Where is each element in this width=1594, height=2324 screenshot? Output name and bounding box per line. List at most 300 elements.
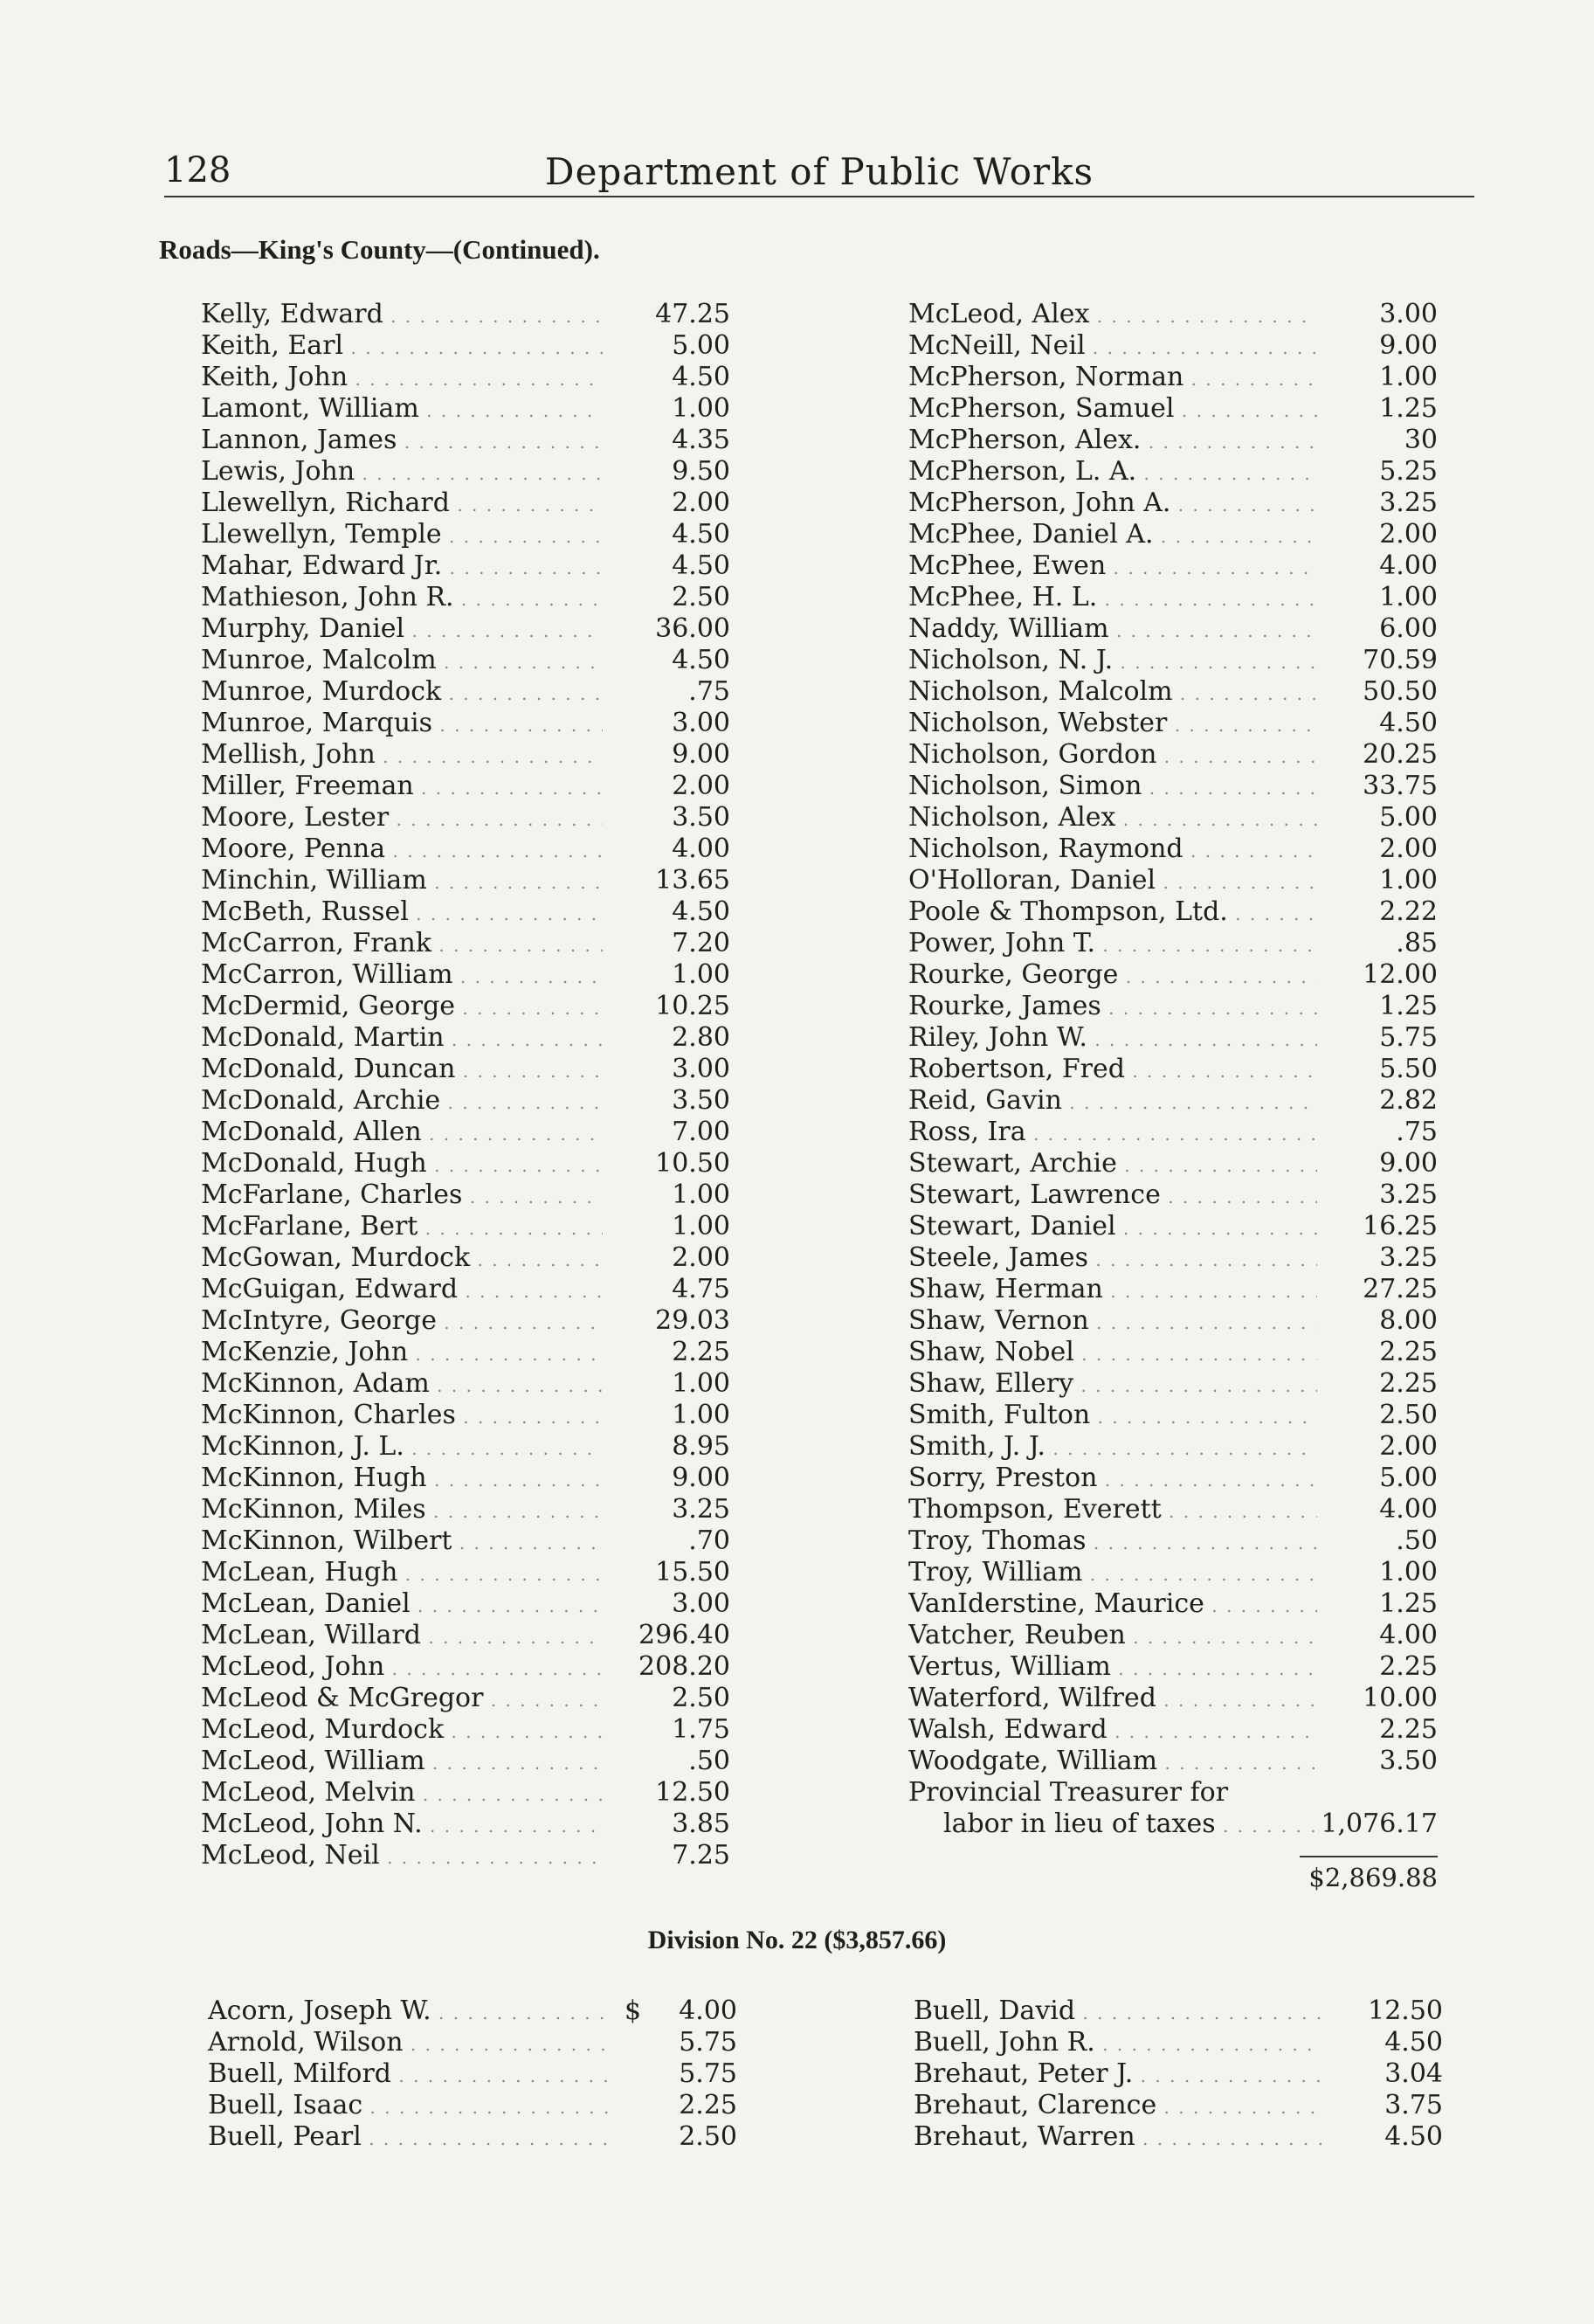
page-number: 128 <box>164 150 231 190</box>
entry-name: McGowan, Murdock . . . <box>201 1242 603 1276</box>
entry-name: Rourke, George . . . <box>908 959 1317 993</box>
entry-amount: 2.00 <box>1379 833 1438 864</box>
entry-amount: 2.50 <box>679 2121 737 2152</box>
list-item <box>908 613 1438 645</box>
entry-amount: 9.00 <box>1379 330 1438 361</box>
list-item <box>914 2058 1443 2090</box>
entry-amount: 1.00 <box>1379 582 1438 612</box>
list-item <box>201 1022 730 1054</box>
list-item <box>201 1588 730 1620</box>
entry-amount: 2.00 <box>1379 519 1438 550</box>
entry-name: Lannon, James . . . <box>201 425 603 458</box>
list-item <box>201 330 730 362</box>
entry-amount: 5.75 <box>679 2058 737 2089</box>
entry-amount: 4.50 <box>672 645 730 675</box>
entry-amount: 12.50 <box>1368 1995 1443 2026</box>
list-item <box>908 991 1438 1022</box>
list-item <box>208 2121 737 2153</box>
entry-amount: 30 <box>1404 425 1438 455</box>
entry-amount: .70 <box>688 1525 730 1556</box>
entry-name: McLean, Daniel . . . <box>201 1588 603 1622</box>
entry-name: Troy, Thomas . . . <box>908 1525 1317 1559</box>
entry-amount: 9.00 <box>672 1463 730 1493</box>
entry-amount: 8.00 <box>1379 1305 1438 1336</box>
list-item <box>201 1494 730 1525</box>
entry-name: McDonald, Martin . . . <box>201 1022 603 1055</box>
list-item <box>208 2058 737 2090</box>
entry-amount: 4.75 <box>672 1274 730 1304</box>
entry-amount: 2.00 <box>1379 1431 1438 1462</box>
list-item <box>908 1714 1438 1746</box>
entry-name: Riley, John W. . . . <box>908 1022 1317 1055</box>
list-item <box>908 1777 1438 1809</box>
entry-amount: 10.25 <box>655 991 730 1021</box>
entry-amount: 3.25 <box>1379 1242 1438 1273</box>
entry-amount: 2.22 <box>1379 896 1438 927</box>
list-item <box>201 896 730 928</box>
entry-name: McLeod, William . . . <box>201 1746 603 1779</box>
entry-name: Nicholson, Webster . . . <box>908 708 1317 741</box>
entry-amount: 9.00 <box>672 739 730 770</box>
entry-amount: 1.00 <box>672 1179 730 1210</box>
list-item <box>908 1148 1438 1179</box>
entry-amount: 2.82 <box>1379 1085 1438 1116</box>
entry-amount: 4.50 <box>672 550 730 581</box>
entry-amount: 2.00 <box>672 488 730 518</box>
list-item <box>201 1557 730 1588</box>
entry-name: Steele, James . . . <box>908 1242 1317 1276</box>
entry-amount: 2.25 <box>672 1337 730 1367</box>
entry-amount: 1.00 <box>1379 362 1438 392</box>
list-item <box>908 425 1438 456</box>
entry-amount: 16.25 <box>1363 1211 1438 1242</box>
entry-name: Murphy, Daniel . . . <box>201 613 603 647</box>
list-item <box>201 739 730 771</box>
list-item <box>201 456 730 488</box>
list-item <box>201 1148 730 1179</box>
list-item <box>908 488 1438 519</box>
entry-name: McGuigan, Edward . . . <box>201 1274 603 1307</box>
list-item <box>908 1746 1438 1777</box>
page-header <box>164 150 1474 197</box>
entry-amount: 4.50 <box>672 896 730 927</box>
entry-amount: 8.95 <box>672 1431 730 1462</box>
entry-amount: 50.50 <box>1363 676 1438 707</box>
list-item <box>201 1274 730 1305</box>
list-item <box>201 1211 730 1242</box>
list-item <box>908 896 1438 928</box>
entry-name: Keith, John . . . <box>201 362 603 395</box>
division-title: Division No. 22 ($3,857.66) <box>647 1926 947 1954</box>
entry-amount: 3.50 <box>672 802 730 833</box>
entry-name: O'Holloran, Daniel . . . <box>908 865 1317 898</box>
entry-name: Reid, Gavin . . . <box>908 1085 1317 1118</box>
entry-name: Sorry, Preston . . . <box>908 1463 1317 1496</box>
entry-amount: 1.75 <box>672 1714 730 1745</box>
list-item <box>914 2090 1443 2121</box>
list-item <box>908 1463 1438 1494</box>
list-item <box>908 928 1438 959</box>
entry-name: Smith, J. J. . . . <box>908 1431 1317 1464</box>
list-item <box>914 1995 1443 2027</box>
entry-name: Nicholson, N. J. . . . <box>908 645 1317 678</box>
list-item <box>201 613 730 645</box>
list-item <box>908 1242 1438 1274</box>
entry-amount: 3.25 <box>672 1494 730 1525</box>
list-item <box>908 959 1438 991</box>
entry-name: Shaw, Herman . . . <box>908 1274 1317 1307</box>
entry-name: Walsh, Edward . . . <box>908 1714 1317 1747</box>
list-item <box>908 1179 1438 1211</box>
list-item <box>201 488 730 519</box>
entry-amount: 7.25 <box>672 1840 730 1871</box>
list-item <box>201 393 730 425</box>
entry-name: McLeod, Neil . . . <box>201 1840 603 1873</box>
entry-name: McKinnon, Adam . . . <box>201 1368 603 1401</box>
division-right-list <box>914 1995 1443 2153</box>
entry-name: Munroe, Marquis . . . <box>201 708 603 741</box>
list-item <box>914 2027 1443 2058</box>
entry-amount: 2.00 <box>672 771 730 801</box>
entry-name: Llewellyn, Temple . . . <box>201 519 603 552</box>
entry-amount: 2.25 <box>1379 1651 1438 1682</box>
entry-amount: .50 <box>1396 1525 1438 1556</box>
entry-name: Brehaut, Clarence . . . <box>914 2090 1322 2123</box>
list-item <box>201 1777 730 1809</box>
entry-name: Mahar, Edward Jr. . . . <box>201 550 603 584</box>
entry-name: Thompson, Everett . . . <box>908 1494 1317 1527</box>
entry-name: Stewart, Archie . . . <box>908 1148 1317 1181</box>
left-column-list <box>201 299 730 1871</box>
entry-amount: 29.03 <box>655 1305 730 1336</box>
list-item <box>908 676 1438 708</box>
list-item <box>908 362 1438 393</box>
list-item <box>201 1305 730 1337</box>
list-item <box>201 1085 730 1117</box>
list-item <box>201 362 730 393</box>
list-item <box>908 1305 1438 1337</box>
entry-amount: 1.00 <box>1379 1557 1438 1587</box>
entry-amount: 3.50 <box>1379 1746 1438 1776</box>
list-item <box>201 959 730 991</box>
list-item <box>908 833 1438 865</box>
list-item <box>201 833 730 865</box>
entry-amount: 5.25 <box>1379 456 1438 487</box>
list-item <box>908 393 1438 425</box>
entry-name: McCarron, Frank . . . <box>201 928 603 961</box>
entry-amount: 2.00 <box>672 1242 730 1273</box>
list-item <box>908 1274 1438 1305</box>
entry-amount: 5.00 <box>1379 802 1438 833</box>
list-item <box>201 1651 730 1683</box>
list-item <box>201 550 730 582</box>
entry-name: McKinnon, Charles . . . <box>201 1400 603 1433</box>
list-item <box>914 2121 1443 2153</box>
entry-name: Troy, William . . . <box>908 1557 1317 1590</box>
entry-name: Nicholson, Malcolm . . . <box>908 676 1317 709</box>
entry-amount: 4.00 <box>672 833 730 864</box>
entry-name: Nicholson, Raymond . . . <box>908 833 1317 867</box>
list-item <box>201 1400 730 1431</box>
entry-amount: 1,076.17 <box>1321 1809 1438 1839</box>
entry-amount: 1.25 <box>1379 393 1438 424</box>
entry-amount: 2.25 <box>1379 1368 1438 1399</box>
entry-amount: .85 <box>1396 928 1438 958</box>
entry-amount: 5.50 <box>1379 1054 1438 1084</box>
entry-name: Stewart, Lawrence . . . <box>908 1179 1317 1213</box>
list-item <box>908 1525 1438 1557</box>
list-item <box>201 1431 730 1463</box>
entry-name: Moore, Penna . . . <box>201 833 603 867</box>
list-item <box>201 1117 730 1148</box>
entry-amount: 4.50 <box>672 362 730 392</box>
entry-name: McLean, Hugh . . . <box>201 1557 603 1590</box>
entry-amount: 2.25 <box>1379 1337 1438 1367</box>
entry-amount: 1.25 <box>1379 991 1438 1021</box>
list-item <box>908 456 1438 488</box>
entry-name: McPherson, L. A. . . . <box>908 456 1317 489</box>
entry-amount: .50 <box>688 1746 730 1776</box>
entry-amount: 2.50 <box>1379 1400 1438 1430</box>
division-left-list <box>208 1995 737 2153</box>
list-item <box>201 708 730 739</box>
entry-name: Llewellyn, Richard . . . <box>201 488 603 521</box>
section-title: Roads—King's County—(Continued). <box>159 234 600 265</box>
dollar-sign: $ <box>624 1995 642 2026</box>
list-item <box>201 1840 730 1871</box>
list-item <box>208 1995 737 2027</box>
entry-name: Brehaut, Warren . . . <box>914 2121 1322 2155</box>
list-item <box>201 991 730 1022</box>
entry-amount: 2.25 <box>679 2090 737 2120</box>
entry-amount: 2.50 <box>672 582 730 612</box>
entry-name: labor in lieu of taxes . . . <box>908 1809 1352 1842</box>
entry-amount: 7.20 <box>672 928 730 958</box>
entry-name: McKinnon, Miles . . . <box>201 1494 603 1527</box>
entry-amount: 1.00 <box>672 1400 730 1430</box>
entry-amount: 3.00 <box>672 1054 730 1084</box>
list-item <box>908 519 1438 550</box>
page-title: Department of Public Works <box>544 150 1094 193</box>
entry-name: Vatcher, Reuben . . . <box>908 1620 1317 1653</box>
entry-amount: 4.50 <box>1384 2121 1443 2152</box>
entry-name: Provincial Treasurer for <box>908 1777 1229 1808</box>
entry-name: McDonald, Hugh . . . <box>201 1148 603 1181</box>
entry-amount: 2.25 <box>1379 1714 1438 1745</box>
list-item <box>908 1054 1438 1085</box>
entry-name: McDonald, Duncan . . . <box>201 1054 603 1087</box>
list-item <box>201 519 730 550</box>
entry-name: Mathieson, John R. . . . <box>201 582 603 615</box>
entry-amount: 33.75 <box>1363 771 1438 801</box>
list-item <box>201 1714 730 1746</box>
entry-name: Naddy, William . . . <box>908 613 1317 647</box>
entry-name: Keith, Earl . . . <box>201 330 603 363</box>
list-item <box>201 1179 730 1211</box>
entry-amount: .75 <box>688 676 730 707</box>
list-item <box>201 1809 730 1840</box>
entry-name: McKinnon, Hugh . . . <box>201 1463 603 1496</box>
entry-amount: 4.50 <box>1379 708 1438 738</box>
entry-amount: 208.20 <box>638 1651 730 1682</box>
entry-name: McLeod, Murdock . . . <box>201 1714 603 1747</box>
list-item <box>908 708 1438 739</box>
entry-name: McLeod, John . . . <box>201 1651 603 1684</box>
entry-name: Miller, Freeman . . . <box>201 771 603 804</box>
entry-name: McLeod, John N. . . . <box>201 1809 603 1842</box>
entry-name: Buell, Isaac . . . <box>208 2090 610 2123</box>
list-item <box>201 645 730 676</box>
entry-name: Munroe, Malcolm . . . <box>201 645 603 678</box>
entry-amount: 5.75 <box>1379 1022 1438 1053</box>
list-item <box>201 1337 730 1368</box>
entry-amount: 1.00 <box>1379 865 1438 896</box>
entry-amount: 3.00 <box>672 708 730 738</box>
list-item <box>201 425 730 456</box>
entry-name: Power, John T. . . . <box>908 928 1317 961</box>
entry-amount: 2.50 <box>672 1683 730 1713</box>
entry-name: Buell, David . . . <box>914 1995 1322 2029</box>
entry-amount: 4.50 <box>1384 2027 1443 2058</box>
entry-name: Buell, Pearl . . . <box>208 2121 610 2155</box>
list-item <box>908 299 1438 330</box>
entry-name: McKinnon, J. L. . . . <box>201 1431 603 1464</box>
entry-name: McBeth, Russel . . . <box>201 896 603 930</box>
entry-name: Acorn, Joseph W. . . . <box>208 1995 610 2029</box>
entry-amount: 4.00 <box>1379 1620 1438 1650</box>
entry-name: Mellish, John . . . <box>201 739 603 772</box>
entry-name: McFarlane, Charles . . . <box>201 1179 603 1213</box>
list-item <box>208 2027 737 2058</box>
entry-name: Shaw, Vernon . . . <box>908 1305 1317 1338</box>
entry-name: Moore, Lester . . . <box>201 802 603 835</box>
entry-name: McCarron, William . . . <box>201 959 603 993</box>
entry-amount: 7.00 <box>672 1117 730 1147</box>
list-item <box>908 1557 1438 1588</box>
entry-name: McIntyre, George . . . <box>201 1305 603 1338</box>
entry-name: Shaw, Nobel . . . <box>908 1337 1317 1370</box>
entry-amount: 15.50 <box>655 1557 730 1587</box>
entry-amount: 12.00 <box>1363 959 1438 990</box>
list-item <box>908 1085 1438 1117</box>
list-item <box>201 1746 730 1777</box>
entry-amount: 3.04 <box>1384 2058 1443 2089</box>
entry-amount: 4.35 <box>672 425 730 455</box>
entry-name: McNeill, Neil . . . <box>908 330 1317 363</box>
section-total: $2,869.88 <box>1308 1863 1438 1892</box>
list-item <box>908 1651 1438 1683</box>
entry-name: McPhee, Daniel A. . . . <box>908 519 1317 552</box>
entry-name: Vertus, William . . . <box>908 1651 1317 1684</box>
entry-amount: 3.00 <box>672 1588 730 1619</box>
list-item <box>201 865 730 896</box>
entry-amount: 70.59 <box>1363 645 1438 675</box>
entry-amount: 1.00 <box>672 1368 730 1399</box>
entry-amount: 1.25 <box>1379 1588 1438 1619</box>
entry-name: McKenzie, John . . . <box>201 1337 603 1370</box>
entry-amount: 4.00 <box>679 1995 737 2026</box>
list-item <box>208 2090 737 2121</box>
list-item <box>201 802 730 833</box>
entry-amount: 3.25 <box>1379 488 1438 518</box>
entry-name: McFarlane, Bert . . . <box>201 1211 603 1244</box>
entry-name: McDonald, Archie . . . <box>201 1085 603 1118</box>
entry-name: McPherson, Alex. . . . <box>908 425 1317 458</box>
entry-amount: 1.00 <box>672 1211 730 1242</box>
entry-amount: 1.00 <box>672 393 730 424</box>
entry-amount: 9.00 <box>1379 1148 1438 1179</box>
list-item <box>908 1117 1438 1148</box>
entry-name: Brehaut, Peter J. . . . <box>914 2058 1322 2092</box>
list-item <box>908 330 1438 362</box>
entry-name: Waterford, Wilfred . . . <box>908 1683 1317 1716</box>
entry-amount: 2.80 <box>672 1022 730 1053</box>
entry-amount: 1.00 <box>672 959 730 990</box>
entry-name: Lamont, William . . . <box>201 393 603 426</box>
list-item <box>908 1588 1438 1620</box>
entry-name: Lewis, John . . . <box>201 456 603 489</box>
entry-name: Shaw, Ellery . . . <box>908 1368 1317 1401</box>
list-item <box>908 1337 1438 1368</box>
entry-amount: 13.65 <box>655 865 730 896</box>
entry-name: Kelly, Edward . . . <box>201 299 603 332</box>
entry-amount: 9.50 <box>672 456 730 487</box>
entry-amount: 5.75 <box>679 2027 737 2058</box>
entry-name: Minchin, William . . . <box>201 865 603 898</box>
entry-amount: 27.25 <box>1363 1274 1438 1304</box>
entry-name: VanIderstine, Maurice . . . <box>908 1588 1317 1622</box>
entry-name: McDonald, Allen . . . <box>201 1117 603 1150</box>
entry-name: Arnold, Wilson . . . <box>208 2027 610 2060</box>
entry-name: Woodgate, William . . . <box>908 1746 1317 1779</box>
entry-name: McDermid, George . . . <box>201 991 603 1024</box>
list-item <box>201 1525 730 1557</box>
entry-amount: 3.85 <box>672 1809 730 1839</box>
entry-amount: 36.00 <box>655 613 730 644</box>
entry-name: Poole & Thompson, Ltd. . . . <box>908 896 1317 930</box>
entry-name: Nicholson, Simon . . . <box>908 771 1317 804</box>
entry-amount: 12.50 <box>655 1777 730 1808</box>
entry-amount: 3.00 <box>1379 299 1438 329</box>
list-item <box>908 1400 1438 1431</box>
list-item <box>908 1431 1438 1463</box>
list-item <box>908 771 1438 802</box>
entry-name: Buell, John R. . . . <box>914 2027 1322 2060</box>
entry-name: McPherson, John A. . . . <box>908 488 1317 521</box>
list-item <box>201 676 730 708</box>
list-item <box>908 1211 1438 1242</box>
entry-amount: 3.50 <box>672 1085 730 1116</box>
entry-amount: 20.25 <box>1363 739 1438 770</box>
list-item <box>201 1683 730 1714</box>
entry-amount: 4.00 <box>1379 1494 1438 1525</box>
entry-amount: 5.00 <box>672 330 730 361</box>
entry-name: McPhee, H. L. . . . <box>908 582 1317 615</box>
list-item <box>908 739 1438 771</box>
entry-name: McKinnon, Wilbert . . . <box>201 1525 603 1559</box>
entry-name: Smith, Fulton . . . <box>908 1400 1317 1433</box>
entry-name: Nicholson, Alex . . . <box>908 802 1317 835</box>
entry-amount: 4.50 <box>672 519 730 550</box>
entry-amount: 5.00 <box>1379 1463 1438 1493</box>
list-item <box>908 1494 1438 1525</box>
list-item <box>908 1368 1438 1400</box>
entry-name: Nicholson, Gordon . . . <box>908 739 1317 772</box>
list-item <box>908 550 1438 582</box>
entry-name: McLeod & McGregor . . . <box>201 1683 603 1716</box>
list-item <box>908 802 1438 833</box>
list-item <box>201 1620 730 1651</box>
